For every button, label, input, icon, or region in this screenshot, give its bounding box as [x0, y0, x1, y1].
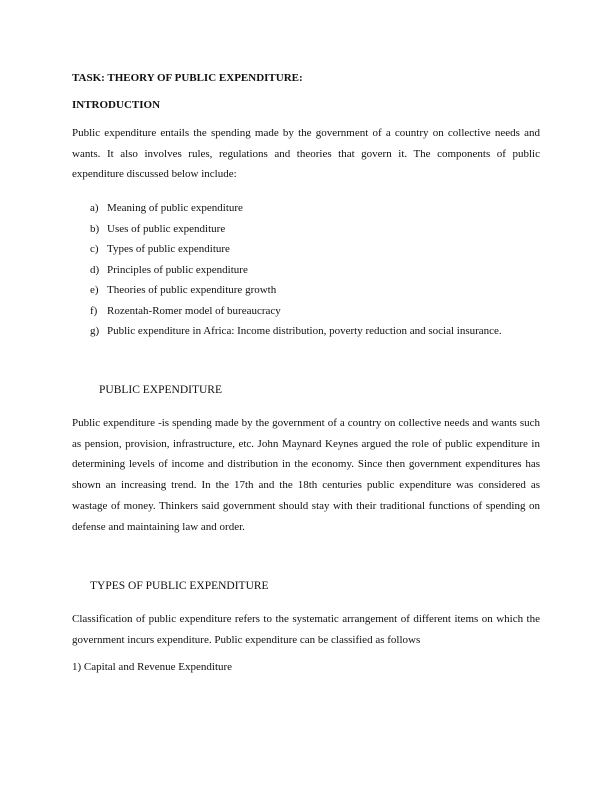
list-marker: b) [90, 222, 100, 235]
list-item-text: Public expenditure in Africa: Income distribution, poverty reduction and social insurance. [107, 325, 502, 337]
list-marker: a) [90, 202, 99, 214]
list-item [90, 301, 502, 322]
list-item-text: Principles of public expenditure [107, 263, 248, 276]
list-item-text: Types of public expenditure [107, 243, 230, 255]
list-item [90, 260, 502, 281]
list-item [90, 239, 502, 260]
types-paragraph: Classification of public expenditure refers to the systematic arrangement of different items on which the government incurs expenditure. Public expenditure can be classified as follows [72, 613, 540, 646]
document-title: TASK: THEORY OF PUBLIC EXPENDITURE: [72, 72, 303, 84]
list-marker: e) [90, 284, 99, 296]
list-item-text: Meaning of public expenditure [107, 202, 243, 214]
list-item [90, 321, 502, 342]
list-item-text: Uses of public expenditure [107, 222, 226, 235]
types-first-item: 1) Capital and Revenue Expenditure [72, 661, 233, 673]
list-marker: c) [90, 243, 99, 255]
types-heading: TYPES OF PUBLIC EXPENDITURE [90, 580, 269, 592]
list-item-text: Theories of public expenditure growth [107, 284, 277, 296]
introduction-paragraph: Public expenditure entails the spending made by the government of a country on collective needs and wants. It also involves rules, regulations and theories that govern it. The components of public expenditure discussed below include: [72, 127, 540, 181]
public-expenditure-heading: PUBLIC EXPENDITURE [99, 384, 222, 396]
list-item [90, 198, 502, 219]
list-item [90, 219, 502, 240]
public-expenditure-paragraph: Public expenditure -is spending made by the government of a country on collective needs and wants such as pension, provision, infrastructure, etc. John Maynard Keynes argued the role of public expenditure in determining levels of income and distribution in the economy. Since then government expenditures has shown an increasing trend. In the 17th and the 18th centuries public expenditure was considered as wastage of money. Thinkers said government should stay with their traditional functions of spending on defense and maintaining law and order. [72, 417, 540, 533]
list-item-text: Rozentah-Romer model of bureaucracy [107, 304, 281, 317]
list-marker: f) [90, 304, 98, 317]
introduction-heading: INTRODUCTION [72, 99, 161, 111]
components-list [90, 198, 502, 342]
list-item [90, 280, 502, 301]
list-marker: g) [90, 325, 100, 337]
list-marker: d) [90, 263, 100, 276]
